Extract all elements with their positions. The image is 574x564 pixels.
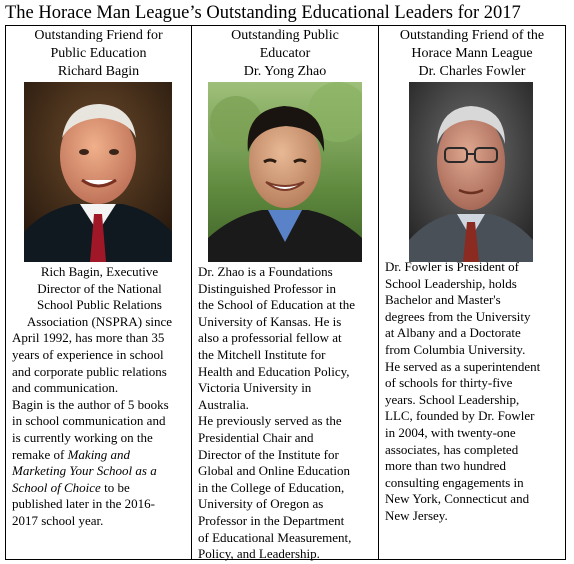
bio-line: Association (NSPRA) since [26, 313, 173, 329]
bio-line: University of Kansas. He is [198, 313, 342, 329]
book-title: School of Choice [12, 479, 101, 495]
bio-line: from Columbia University. [385, 341, 526, 357]
bio-line: the School of Education at the [198, 297, 356, 313]
bio-line: School Leadership, holds [385, 275, 517, 291]
bio-charles-fowler [385, 259, 561, 525]
bio-line: in 2004, with twenty-one [385, 424, 516, 440]
bio-line: in school communication and [12, 413, 166, 429]
bio-yong-zhao [198, 264, 374, 563]
honoree-name: Dr. Charles Fowler [418, 64, 526, 79]
bio-line: 2017 school year. [12, 512, 104, 528]
column-yong-zhao [192, 26, 379, 562]
bio-line: years of experience in school [12, 346, 164, 362]
bio-line: Dr. Fowler is President of [385, 259, 519, 274]
bio-text: remake of [12, 446, 68, 462]
bio-line: consulting engagements in [385, 474, 524, 490]
bio-line: in the College of Education, [198, 479, 345, 495]
column-heading [379, 27, 565, 81]
bio-line: He served as a superintendent [385, 358, 541, 374]
bio-line: LLC, founded by Dr. Fowler [385, 408, 535, 424]
bio-line: Director of the Institute for [198, 446, 339, 462]
bio-line [12, 480, 187, 497]
bio-line: Professor in the Department [198, 512, 345, 528]
award-line-2: Educator [259, 46, 311, 61]
bio-line [12, 447, 187, 464]
bio-line: published later in the 2016- [12, 496, 155, 512]
column-heading [192, 27, 378, 81]
book-title: Marketing Your School as a [12, 463, 157, 479]
award-line-2: Public Education [50, 46, 147, 61]
portrait-photo-yong-zhao [208, 82, 362, 262]
bio-line: New Jersey. [385, 507, 448, 523]
column-heading [6, 27, 191, 81]
page-title: The Horace Man League’s Outstanding Educational Leaders for 2017 [5, 3, 521, 23]
honoree-name: Dr. Yong Zhao [243, 64, 327, 79]
bio-line: Bachelor and Master's [385, 292, 501, 308]
bio-line: Australia. [198, 396, 249, 412]
bio-line: years. School Leadership, [385, 391, 520, 407]
bio-richard-bagin [12, 264, 187, 530]
book-title: Making and [67, 446, 131, 462]
bio-line: of Educational Measurement, [198, 529, 352, 545]
bio-line: Global and Online Education [198, 463, 350, 479]
bio-line: He previously served as the [198, 413, 342, 429]
bio-line: more than two hundred [385, 458, 506, 474]
bio-line: Rich Bagin, Executive [40, 264, 159, 279]
bio-line [12, 463, 187, 480]
bio-line: at Albany and a Doctorate [385, 325, 521, 341]
bio-line: Dr. Zhao is a Foundations [198, 264, 333, 279]
bio-line: New York, Connecticut and [385, 491, 530, 507]
bio-line: Presidential Chair and [198, 429, 314, 445]
column-richard-bagin [6, 26, 192, 559]
bio-line: degrees from the University [385, 308, 531, 324]
bio-text: is currently working on the [12, 429, 153, 445]
bio-line: Policy, and Leadership. [198, 546, 320, 562]
bio-line: and communication. [12, 380, 119, 396]
bio-line: the Mitchell Institute for [198, 346, 326, 362]
bio-line: Victoria University in [198, 380, 312, 396]
award-line-1: Outstanding Friend of the [399, 28, 545, 43]
bio-line: and corporate public relations [12, 363, 167, 379]
portrait-photo-charles-fowler [409, 82, 533, 262]
bio-line: also a professorial fellow at [198, 330, 342, 346]
bio-line: April 1992, has more than 35 [12, 330, 165, 346]
column-charles-fowler [379, 26, 565, 559]
award-line-1: Outstanding Friend for [34, 28, 163, 43]
bio-line: associates, has completed [385, 441, 519, 457]
bio-line [12, 430, 187, 447]
portrait-photo-richard-bagin [24, 82, 172, 262]
bio-line: University of Oregon as [198, 496, 324, 512]
bio-line: of schools for thirty-five [385, 375, 513, 391]
bio-text: to be [100, 479, 130, 495]
award-line-1: Outstanding Public [231, 28, 339, 43]
bio-line: Distinguished Professor in [198, 280, 336, 296]
bio-line: Bagin is the author of 5 books [12, 396, 169, 412]
honoree-name: Richard Bagin [57, 64, 140, 79]
bio-line: Health and Education Policy, [198, 363, 350, 379]
bio-line: Director of the National [37, 280, 162, 296]
leaders-table [5, 25, 566, 560]
award-line-2: Horace Mann League [411, 46, 533, 61]
bio-line: School Public Relations [37, 297, 162, 313]
